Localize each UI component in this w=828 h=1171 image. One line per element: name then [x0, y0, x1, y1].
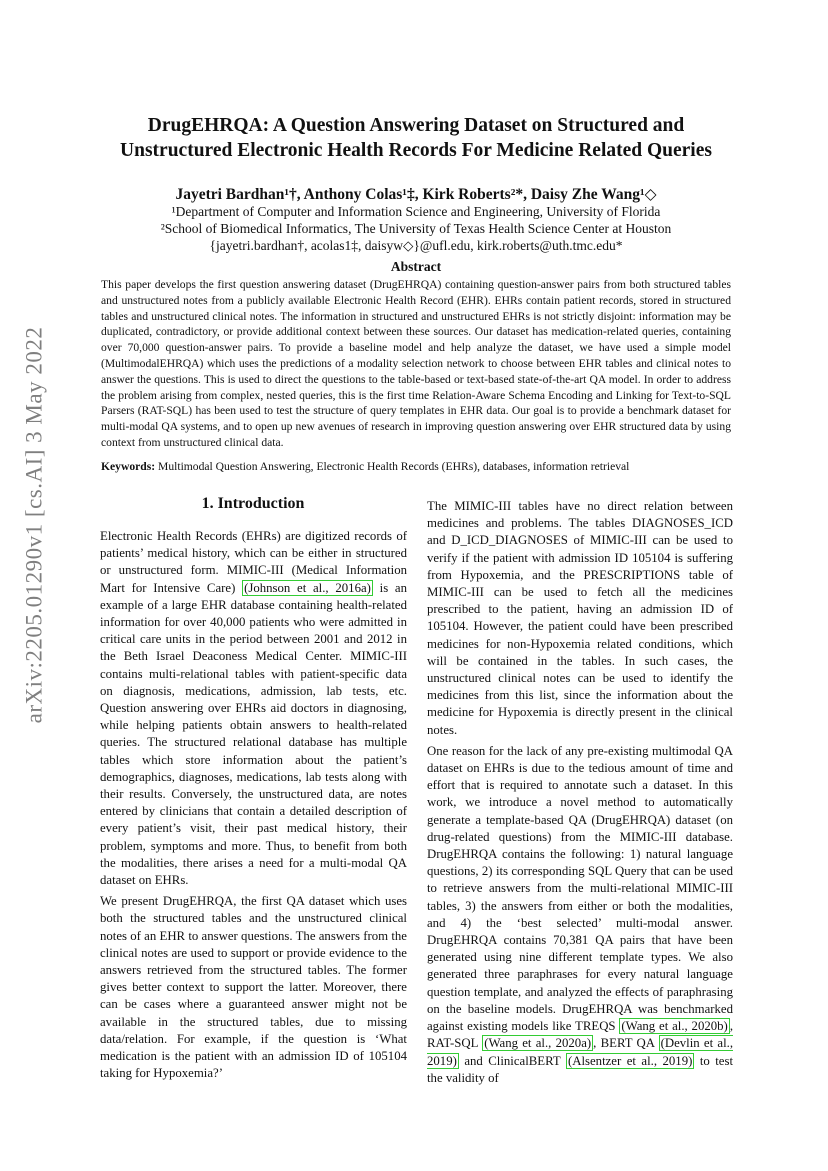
citation-devlin-2019[interactable]: (Devlin et al., 2019) [427, 1036, 734, 1068]
citation-alsentzer-2019[interactable]: (Alsentzer et al., 2019) [567, 1053, 693, 1068]
paper-title [100, 113, 732, 163]
intro-paragraph-4 [427, 743, 733, 1087]
title-line-2: Unstructured Electronic Health Records For Medicine Related Queries [120, 140, 712, 161]
affiliation-1: ¹Department of Computer and Information Science and Engineering, University of Florida [171, 204, 661, 219]
citation-wang-2020a[interactable]: (Wang et al., 2020a) [484, 1036, 592, 1051]
left-column [100, 528, 407, 1087]
intro-paragraph-3: The MIMIC-III tables have no direct relation between medicines and problems. The tables DIAGNOSES_ICD and D_ICD_DIAGNOSES of MIMIC-III can be used to verify if the patient with admission ID 105104 is suffering from Hypoxemia, and the PRESCRIPTIONS table of MIMIC-III can be used to fetch all the medicines prescribed to the patient, having an admission ID of 105104. However, the patient could have been prescribed medicines for non-Hypoxemia related conditions, which will be contained in the tables. In such cases, the unstructured clinical notes can be used to identify the medicines from this list, since the information about the medicine for Hypoxemia is directly present in the clinical notes. [427, 499, 733, 737]
section-heading-introduction: 1. Introduction [201, 495, 305, 512]
intro-paragraph-2: We present DrugEHRQA, the first QA dataset which uses both the structured tables and the unstructured clinical notes of an EHR to answer questions. The answers from the clinical notes are used to support or provide evidence to the answers retrieved from the structured tables. The former gives better context to support the latter. Moreover, there can be cases where a guaranteed answer might not be available in the structured tables, due to missing data/relation. For example, if the question is ‘What medication is the patient with an admission ID of 105104 taking for Hypoxemia?’ [100, 894, 407, 1081]
intro-p4-text-a: One reason for the lack of any pre-existing multimodal QA dataset on EHRs is due to the tedious amount of time and effort that is required to annotate such a dataset. In this work, we introduce a novel method to automatically generate a template-based QA (DrugEHRQA) dataset (on drug-related questions) from the MIMIC-III database. DrugEHRQA contains the following: 1) natural language questions, 2) its corresponding SQL Query that can be used to retrieve answers from the multi-relational MIMIC-III tables, 3) the answers from either or both the modalities, and 4) the ‘best selected’ multi-modal answer. DrugEHRQA contains 70,381 QA pairs that have been generated using nine different template types. We also generated three paraphrases for every natural language question template, and analyzed the effects of paraphrasing on the baseline models. DrugEHRQA was benchmarked against existing models like TREQS [427, 743, 733, 1034]
author-emails: {jayetri.bardhan†, acolas1‡, daisyw◇}@ufl.edu, kirk.roberts@uth.tmc.edu* [209, 238, 623, 253]
keywords-line [101, 460, 731, 473]
intro-p4-text-c: , BERT QA [593, 1036, 659, 1051]
keywords-label: Keywords: [101, 460, 156, 473]
title-line-1: DrugEHRQA: A Question Answering Dataset on Structured and [147, 115, 685, 136]
intro-p1-text-a: Electronic Health Records (EHRs) are digitized records of patients’ medical history, which can be either in structured or unstructured form. MIMIC-III (Medical Information Mart for Intensive Care) [100, 529, 407, 595]
intro-p4-text-b: , RAT-SQL [427, 1019, 734, 1051]
keywords-list: Multimodal Question Answering, Electronic Health Records (EHRs), databases, information retrieval [158, 460, 630, 473]
author-list: Jayetri Bardhan¹†, Anthony Colas¹‡, Kirk Roberts²*, Daisy Zhe Wang¹◇ [175, 186, 657, 203]
citation-johnson-2016a[interactable]: (Johnson et al., 2016a) [244, 580, 371, 595]
intro-p4-text-d: and ClinicalBERT [458, 1053, 566, 1068]
intro-p1-text-b: is an example of a large EHR database containing health-related information for over 40,000 patients who were admitted in critical care units in the period between 2001 and 2012 in the Beth Israel Deaconess Medical Center. MIMIC-III contains multi-relational tables with patient-specific data on diagnosis, medications, admission, lab tests, etc. Question answering over EHRs aid doctors in diagnosing, while helping patients obtain answers to health-related queries. The structured relational database has multiple tables which store information about the patient’s demographics, diagnoses, medications, lab tests along with their results. Conversely, the unstructured data, are notes entered by clinicians that contain a detailed description of every patient’s visit, their past medical history, their problem, symptoms and more. Thus, to benefit from both the modalities, there arises a need for a multi-modal QA dataset on EHRs. [100, 580, 408, 888]
intro-paragraph-1 [100, 528, 407, 889]
intro-p4-text-e: to test the validity of [427, 1053, 734, 1085]
affiliation-2: ²School of Biomedical Informatics, The University of Texas Health Science Center at Houston [160, 221, 672, 236]
arxiv-identifier-stamp [12, 326, 56, 724]
abstract-text: This paper develops the first question answering dataset (DrugEHRQA) containing question-answer pairs from both structured tables and unstructured notes from a publicly available Electronic Health Record (EHR). EHRs contain patient records, stored in structured tables and unstructured clinical notes. The information in structured and unstructured EHRs is not strictly disjoint: information may be duplicated, contradictory, or provide additional context between these sources. Our dataset has medication-related queries, containing over 70,000 question-answer pairs. To provide a baseline model and help analyze the dataset, we have used a simple model (MultimodalEHRQA) which uses the predictions of a modality selection network to choose between EHR tables and clinical notes to answer the questions. This is used to direct the questions to the table-based or text-based state-of-the-art QA model. In order to address the problem arising from complex, nested queries, this is the first time Relation-Aware Schema Encoding and Linking for Text-to-SQL Parsers (RAT-SQL) has been used to test the structure of query templates in EHR data. Our goal is to provide a benchmark dataset for multi-modal QA systems, and to open up new avenues of research in improving question answering over EHR structured data by using context from unstructured clinical data. [101, 278, 731, 449]
citation-wang-2020b[interactable]: (Wang et al., 2020b) [621, 1019, 728, 1034]
arxiv-identifier-text: arXiv:2205.01290v1 [cs.AI] 3 May 2022 [21, 326, 47, 724]
abstract-heading: Abstract [390, 259, 442, 274]
right-column [427, 498, 733, 1091]
